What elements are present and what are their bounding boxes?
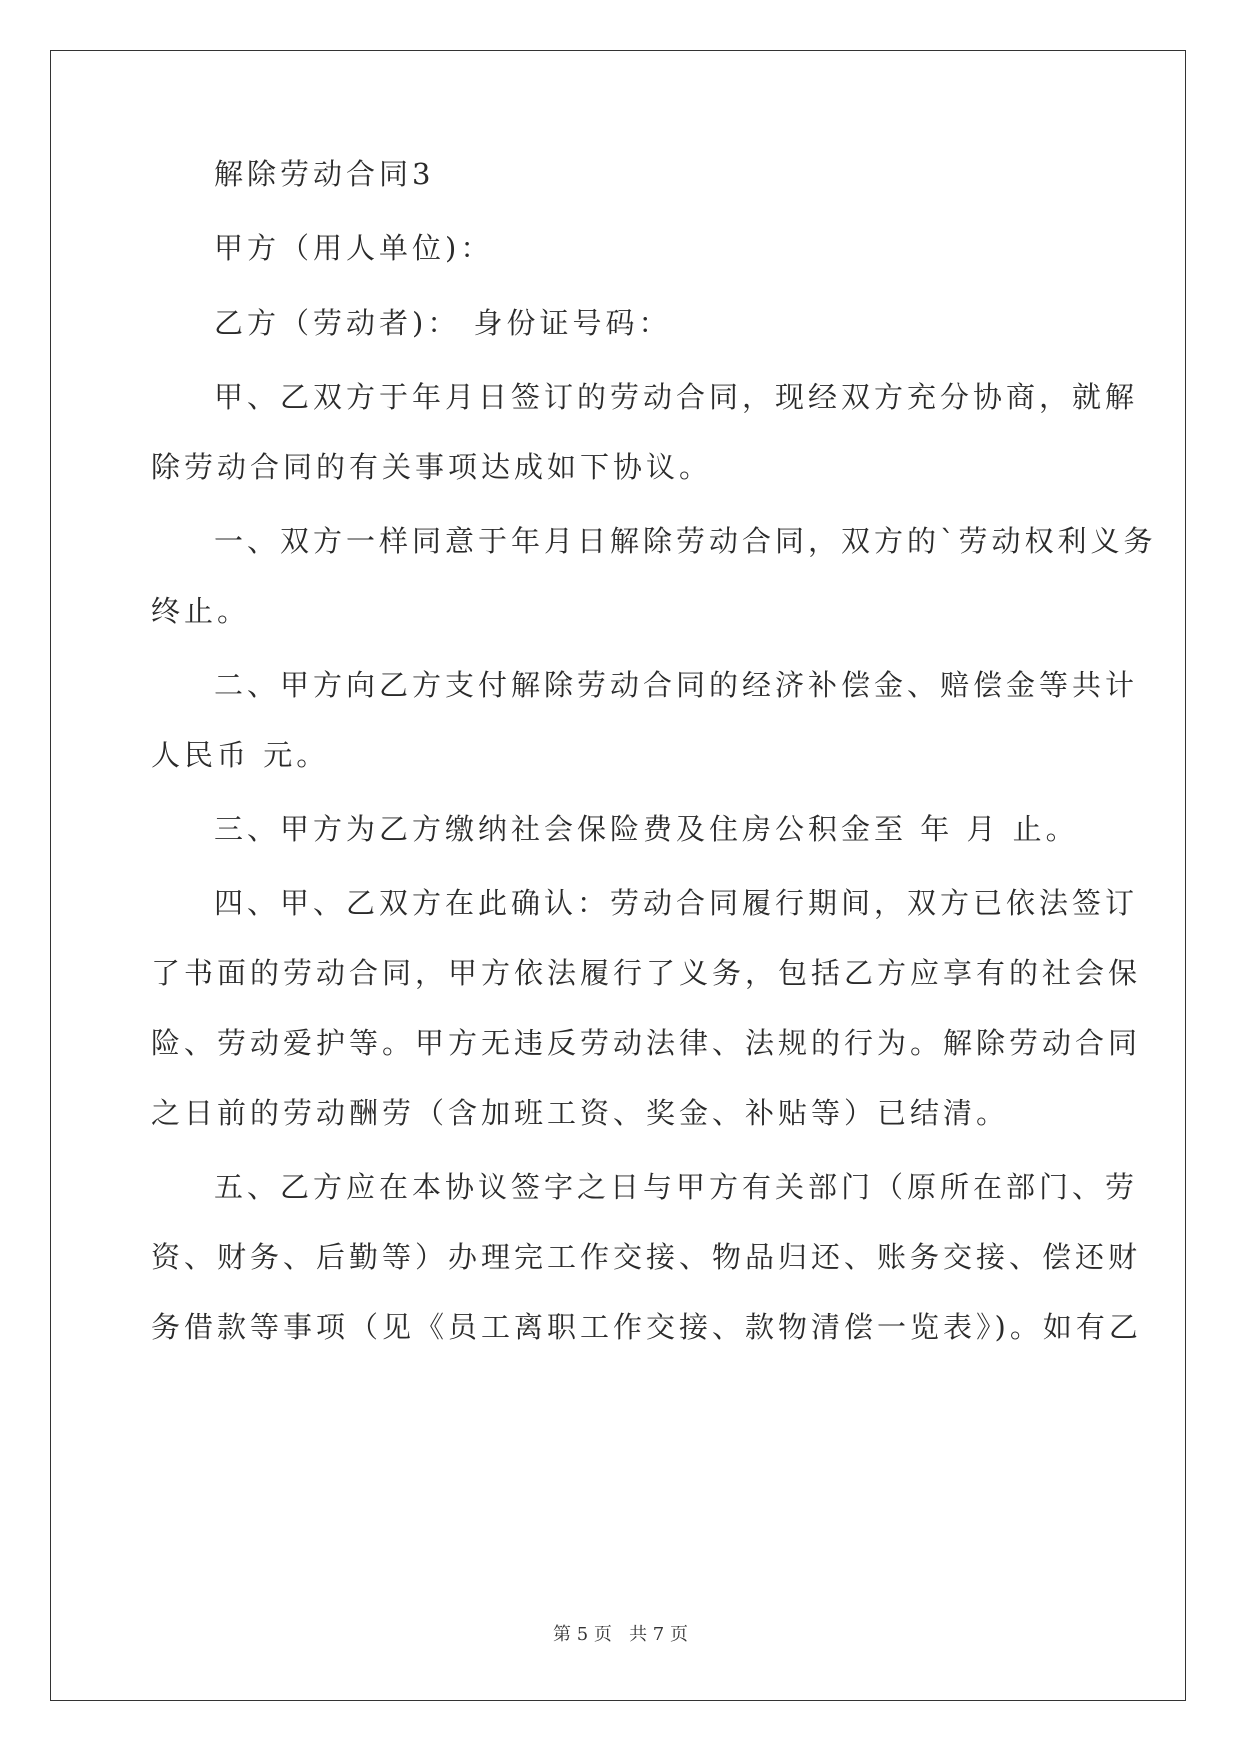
clause-2-line: 二、甲方向乙方支付解除劳动合同的经济补偿金、赔偿金等共计 [214, 668, 1139, 702]
party-b-line: 乙方（劳动者)： 身份证号码： [214, 306, 672, 340]
clause-1-line: 终止。 [151, 594, 251, 628]
intro-line: 甲、乙双方于年月日签订的劳动合同，现经双方充分协商，就解 [214, 380, 1139, 414]
clause-3-line: 三、甲方为乙方缴纳社会保险费及住房公积金至 年 月 止。 [214, 812, 1079, 846]
page-number-label: 第 5 页 共 7 页 [553, 1624, 688, 1645]
clause-5-line: 资、财务、后勤等）办理完工作交接、物品归还、账务交接、偿还财 [151, 1240, 1142, 1274]
clause-5-line: 五、乙方应在本协议签字之日与甲方有关部门（原所在部门、劳 [214, 1170, 1139, 1204]
clause-4-line: 了书面的劳动合同，甲方依法履行了义务，包括乙方应享有的社会保 [151, 956, 1142, 990]
clause-1-line: 一、双方一样同意于年月日解除劳动合同，双方的`劳动权利义务 [214, 524, 1157, 558]
page-border [50, 50, 1186, 1701]
document-title: 解除劳动合同3 [214, 157, 435, 191]
clause-4-line: 险、劳动爱护等。甲方无违反劳动法律、法规的行为。解除劳动合同 [151, 1026, 1142, 1060]
party-a-line: 甲方（用人单位)： [214, 231, 494, 265]
page-number-footer [0, 1620, 1241, 1646]
clause-2-line: 人民币 元。 [151, 738, 330, 772]
clause-4-line: 四、甲、乙双方在此确认：劳动合同履行期间，双方已依法签订 [214, 886, 1139, 920]
intro-line: 除劳动合同的有关事项达成如下协议。 [151, 450, 713, 484]
clause-4-line: 之日前的劳动酬劳（含加班工资、奖金、补贴等）已结清。 [151, 1096, 1010, 1130]
clause-5-line: 务借款等事项（见《员工离职工作交接、款物清偿一览表》)。如有乙 [151, 1310, 1142, 1344]
